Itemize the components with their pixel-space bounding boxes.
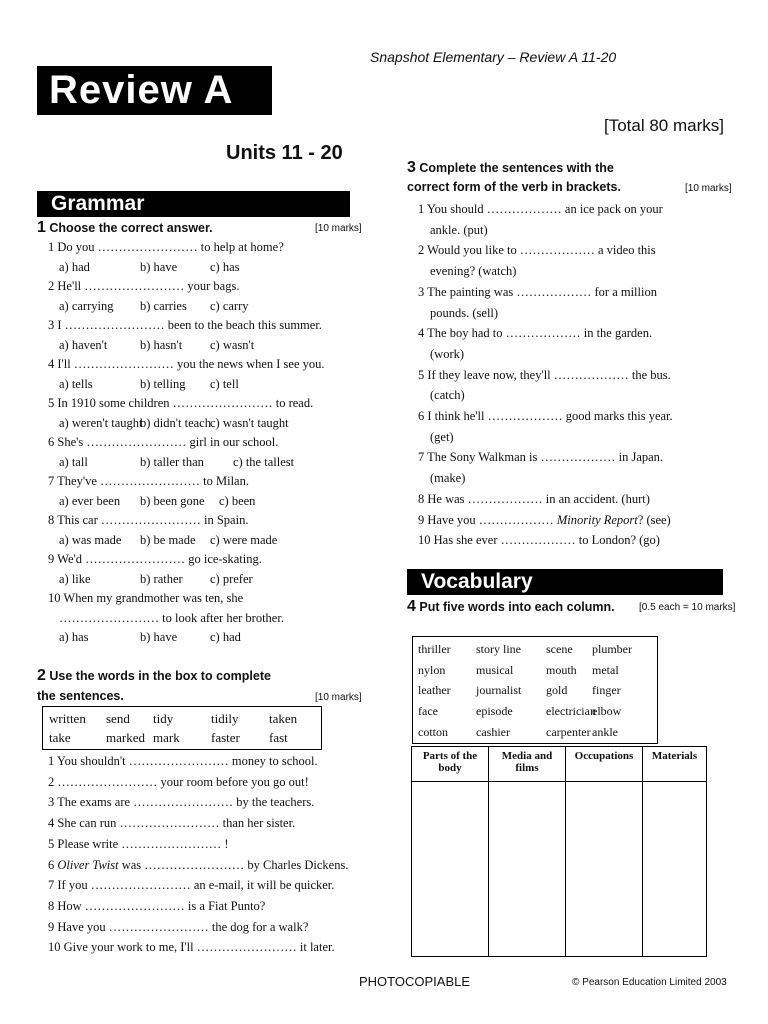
sentence-line: pounds. (sell): [430, 305, 499, 320]
answer-options: [48, 531, 368, 551]
answer-cell[interactable]: [566, 782, 643, 957]
box-word: cotton: [418, 724, 448, 739]
box-word: marked: [106, 730, 145, 745]
exercise-2-instruction: [37, 667, 271, 685]
box-word: ankle: [592, 724, 618, 739]
box-word: send: [106, 711, 130, 726]
option-c: c) the tallest: [233, 454, 295, 469]
question-text: 4 I'll …………………… you the news when I see you.: [48, 357, 325, 371]
question-text: 8 This car …………………… in Spain.: [48, 513, 249, 527]
exercise-number: 4: [407, 598, 416, 615]
option-b: b) rather: [140, 571, 183, 586]
exercise-3-instruction-line-2: correct form of the verb in brackets.: [407, 180, 621, 194]
sentence-line: 5 If they leave now, they'll ……………… the bus.: [418, 367, 671, 382]
exercise-1-questions: [48, 238, 368, 648]
units-heading: Units 11 - 20: [226, 142, 343, 164]
answer-options: [48, 336, 368, 356]
box-word: thriller: [418, 642, 451, 656]
instruction-text: Put five words into each column.: [419, 600, 615, 614]
grammar-section-heading: Grammar: [37, 191, 350, 217]
sentence-text: 4 She can run …………………… than her sister.: [48, 816, 296, 831]
answer-options: [48, 492, 368, 512]
answer-options: [48, 570, 368, 590]
sentence-line: (catch): [430, 388, 465, 403]
box-word: mark: [153, 730, 180, 745]
option-a: a) was made: [59, 532, 122, 547]
exercise-2-marks: [10 marks]: [315, 692, 362, 703]
answer-options: [48, 628, 368, 648]
option-c: c) has: [210, 259, 240, 274]
vocabulary-answer-table: [411, 746, 707, 957]
sentence-text: 1 You shouldn't …………………… money to school.: [48, 754, 318, 768]
vocabulary-section-heading: Vocabulary: [407, 569, 723, 595]
answer-cell[interactable]: [412, 782, 489, 957]
box-word: journalist: [476, 683, 522, 698]
box-word: face: [418, 704, 438, 719]
option-b: b) carries: [140, 298, 187, 313]
box-word: elbow: [592, 704, 622, 719]
sentence-line: 4 The boy had to ……………… in the garden.: [418, 326, 653, 341]
total-marks: [Total 80 marks]: [604, 116, 724, 135]
box-word: carpenter: [546, 724, 591, 739]
box-word: metal: [592, 662, 619, 677]
column-header-media-and-films: Media and films: [489, 747, 566, 782]
box-word: finger: [592, 683, 621, 698]
option-a: a) tells: [59, 376, 93, 391]
sentence-line: 3 The painting was ……………… for a million: [418, 284, 657, 299]
sentence-text: 9 Have you …………………… the dog for a walk?: [48, 919, 309, 934]
option-a: a) has: [59, 630, 89, 644]
box-word: leather: [418, 683, 451, 698]
exercise-3-instruction: [407, 159, 614, 177]
answer-options: [48, 297, 368, 317]
sentence-text: [48, 855, 368, 876]
sentence-line: 1 You should ……………… an ice pack on your: [418, 202, 663, 216]
answer-options: [48, 414, 368, 434]
sentence-number: 6: [48, 857, 58, 872]
option-a: a) weren't taught: [59, 415, 143, 430]
sentence-line: (work): [430, 346, 465, 361]
box-word: episode: [476, 704, 513, 719]
question-text: 5 In 1910 some children …………………… to read.: [48, 396, 314, 410]
option-b: b) didn't teach: [140, 415, 211, 430]
sentence-text: 2 …………………… your room before you go out!: [48, 774, 309, 789]
question-text: 9 We'd …………………… go ice-skating.: [48, 552, 262, 566]
sentence-line: 10 Has she ever ……………… to London? (go): [418, 533, 660, 548]
box-word: tidily: [211, 711, 239, 726]
option-c: c) wasn't taught: [210, 415, 289, 430]
sentence-text: 8 How …………………… is a Fiat Punto?: [48, 898, 266, 913]
box-word: mouth: [546, 662, 577, 677]
exercise-3-marks: [10 marks]: [685, 183, 732, 194]
question-text: 6 She's …………………… girl in our school.: [48, 435, 279, 449]
exercise-2-word-box: [42, 706, 322, 750]
box-word: gold: [546, 683, 568, 698]
box-word: faster: [211, 730, 240, 745]
sentence-text: 3 The exams are …………………… by the teachers.: [48, 795, 315, 810]
exercise-4-word-box: [412, 636, 658, 744]
exercise-1-marks: [10 marks]: [315, 223, 362, 234]
exercise-4-marks: [0.5 each = 10 marks]: [639, 602, 736, 613]
sentence-rest: ? (see): [637, 512, 671, 527]
sentence-line: 7 The Sony Walkman is ……………… in Japan.: [418, 450, 664, 465]
sentence-line: evening? (watch): [430, 264, 517, 279]
box-word: electrician: [546, 704, 596, 719]
box-word: scene: [546, 642, 573, 656]
option-c: c) had: [210, 630, 241, 644]
option-b: b) be made: [140, 532, 196, 547]
question-text: 2 He'll …………………… your bags.: [48, 279, 240, 293]
box-word: plumber: [592, 642, 632, 656]
option-c: c) carry: [210, 298, 249, 313]
box-word: taken: [269, 711, 298, 726]
box-word: written: [49, 711, 86, 726]
exercise-2-sentences: [48, 751, 368, 958]
box-word: nylon: [418, 662, 446, 677]
box-word: fast: [269, 730, 288, 745]
answer-options: [48, 258, 368, 278]
review-title: Review A: [37, 66, 272, 115]
column-header-occupations: Occupations: [566, 747, 643, 782]
exercise-number: 1: [37, 219, 46, 236]
question-text-continued: …………………… to look after her brother.: [59, 610, 284, 625]
footer-copyright: © Pearson Education Limited 2003: [572, 977, 727, 988]
option-a: a) carrying: [59, 298, 114, 313]
option-b: b) have: [140, 259, 178, 274]
answer-options: [48, 453, 368, 473]
option-a: a) had: [59, 259, 90, 274]
option-b: b) hasn't: [140, 337, 183, 352]
question-text: 10 When my grandmother was ten, she: [48, 591, 244, 605]
question-text: 7 They've …………………… to Milan.: [48, 474, 249, 488]
question-text: 3 I …………………… been to the beach this summer.: [48, 318, 322, 332]
instruction-text: Complete the sentences with the: [419, 161, 614, 175]
box-word: story line: [476, 642, 521, 656]
box-word: musical: [476, 662, 514, 677]
box-word: take: [49, 730, 71, 745]
book-title: Oliver Twist: [57, 857, 119, 872]
exercise-number: 3: [407, 159, 416, 176]
option-c: c) been: [219, 493, 256, 508]
column-header-materials: Materials: [643, 747, 707, 782]
option-a: a) ever been: [59, 493, 121, 508]
sentence-line: 8 He was ……………… in an accident. (hurt): [418, 491, 650, 506]
sentence-text: 7 If you …………………… an e-mail, it will be quicker.: [48, 878, 335, 893]
sentence-text: 10 Give your work to me, I'll …………………… it later.: [48, 940, 335, 955]
answer-cell[interactable]: [489, 782, 566, 957]
sentence-line: ankle. (put): [430, 222, 488, 237]
sentence-line: 2 Would you like to ……………… a video this: [418, 243, 656, 258]
instruction-text: Use the words in the box to complete: [49, 669, 271, 683]
answer-options: [48, 375, 368, 395]
exercise-3-sentences: [418, 199, 718, 551]
instruction-text: Choose the correct answer.: [49, 221, 213, 235]
exercise-2-instruction-line-2: the sentences.: [37, 689, 124, 703]
film-title: Minority Report: [556, 512, 638, 527]
answer-cell[interactable]: [643, 782, 707, 957]
sentence-line: (get): [430, 429, 454, 444]
option-a: a) haven't: [59, 337, 108, 352]
sentence-line: 6 I think he'll ……………… good marks this year.: [418, 409, 673, 424]
exercise-number: 2: [37, 667, 46, 684]
option-c: c) tell: [210, 376, 239, 391]
option-b: b) taller than: [140, 454, 204, 469]
footer-photocopiable: PHOTOCOPIABLE: [359, 974, 471, 989]
sentence-line: [418, 510, 718, 531]
option-a: a) like: [59, 571, 91, 586]
option-b: b) have: [140, 630, 178, 644]
option-b: b) telling: [140, 376, 186, 391]
column-header-parts-of-body: Parts of the body: [412, 747, 489, 782]
box-word: tidy: [153, 711, 174, 726]
header-caption: Snapshot Elementary – Review A 11-20: [370, 49, 617, 65]
option-c: c) wasn't: [210, 337, 255, 352]
option-c: c) prefer: [210, 571, 253, 586]
option-a: a) tall: [59, 454, 88, 469]
question-text: 1 Do you …………………… to help at home?: [48, 240, 284, 254]
sentence-start: 9 Have you ………………: [418, 512, 557, 527]
sentence-line: (make): [430, 471, 466, 486]
option-b: b) been gone: [140, 493, 205, 508]
exercise-4-instruction: [407, 598, 615, 616]
exercise-1-instruction: [37, 219, 213, 237]
option-c: c) were made: [210, 532, 278, 547]
sentence-rest: was …………………… by Charles Dickens.: [118, 857, 349, 872]
box-word: cashier: [476, 724, 510, 739]
sentence-text: 5 Please write …………………… !: [48, 836, 229, 851]
